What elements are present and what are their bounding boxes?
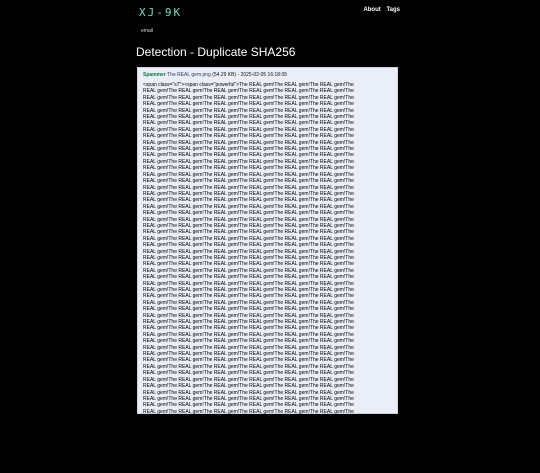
post-body-line: REAL gem!The REAL gem!The REAL gem!The REAL gem!The REAL gem!The REAL gem!The	[143, 299, 354, 306]
post-body-line: REAL gem!The REAL gem!The REAL gem!The REAL gem!The REAL gem!The REAL gem!The	[143, 312, 354, 319]
site-logo[interactable]: XJ-9K	[139, 6, 183, 19]
post-body-line: REAL gem!The REAL gem!The REAL gem!The REAL gem!The REAL gem!The REAL gem!The	[143, 152, 354, 159]
post-body-line: REAL gem!The REAL gem!The REAL gem!The REAL gem!The REAL gem!The REAL gem!The	[143, 415, 354, 422]
post-body-line: REAL gem!The REAL gem!The REAL gem!The REAL gem!The REAL gem!The REAL gem!The	[143, 383, 354, 390]
post-body-line: REAL gem!The REAL gem!The REAL gem!The REAL gem!The REAL gem!The REAL gem!The	[143, 203, 354, 210]
poster-name: Spammer	[143, 72, 166, 78]
nav-about-link[interactable]: About	[363, 7, 381, 13]
page-title: Detection - Duplicate SHA256	[136, 45, 296, 59]
post-body-line: REAL gem!The REAL gem!The REAL gem!The REAL gem!The REAL gem!The REAL gem!The	[143, 94, 354, 101]
file-size: (54.29 KB)	[212, 72, 237, 78]
post-body-line: REAL gem!The REAL gem!The REAL gem!The REAL gem!The REAL gem!The REAL gem!The	[143, 222, 354, 229]
post-body-line: REAL gem!The REAL gem!The REAL gem!The REAL gem!The REAL gem!The REAL gem!The	[143, 126, 354, 133]
post-body-line: REAL gem!The REAL gem!The REAL gem!The REAL gem!The REAL gem!The REAL gem!The	[143, 184, 354, 191]
post-body-line: REAL gem!The REAL gem!The REAL gem!The REAL gem!The REAL gem!The REAL gem!The	[143, 402, 354, 409]
post-body-line: REAL gem!The REAL gem!The REAL gem!The REAL gem!The REAL gem!The REAL gem!The	[143, 280, 354, 287]
file-link[interactable]: The REAL gem.png	[167, 72, 211, 78]
post-body-line: REAL gem!The REAL gem!The REAL gem!The REAL gem!The REAL gem!The REAL gem!The	[143, 254, 354, 261]
post-body-line: REAL gem!The REAL gem!The REAL gem!The REAL gem!The REAL gem!The REAL gem!The	[143, 459, 354, 466]
header-separator: -	[237, 72, 240, 78]
post-body-line: REAL gem!The REAL gem!The REAL gem!The REAL gem!The REAL gem!The REAL gem!The	[143, 338, 354, 345]
post-body-line: REAL gem!The REAL gem!The REAL gem!The REAL gem!The REAL gem!The REAL gem!The	[143, 357, 354, 364]
post-body-line: REAL gem!The REAL gem!The REAL gem!The REAL gem!The REAL gem!The REAL gem!The	[143, 351, 354, 358]
post-body-line: REAL gem!The REAL gem!The REAL gem!The REAL gem!The REAL gem!The REAL gem!The	[143, 114, 354, 121]
post-body-line: REAL gem!The REAL gem!The REAL gem!The REAL gem!The REAL gem!The REAL gem!The	[143, 293, 354, 300]
post-body-line: REAL gem!The REAL gem!The REAL gem!The REAL gem!The REAL gem!The REAL gem!The	[143, 229, 354, 236]
post-body-line: REAL gem!The REAL gem!The REAL gem!The REAL gem!The REAL gem!The REAL gem!The	[143, 440, 354, 447]
post-body-line: REAL gem!The REAL gem!The REAL gem!The REAL gem!The REAL gem!The REAL gem!The	[143, 235, 354, 242]
post-body-line: REAL gem!The REAL gem!The REAL gem!The REAL gem!The REAL gem!The REAL gem!The	[143, 395, 354, 402]
post-body-line: REAL gem!The REAL gem!The REAL gem!The REAL gem!The REAL gem!The REAL gem!The	[143, 453, 354, 460]
post-body-line: REAL gem!The REAL gem!The REAL gem!The REAL gem!The REAL gem!The REAL gem!The	[143, 421, 354, 428]
post-body-line: REAL gem!The REAL gem!The REAL gem!The REAL gem!The REAL gem!The REAL gem!The	[143, 389, 354, 396]
post-body-first-line: <span class="s7"><span class="powerful">The REAL gem!The REAL gem!The REAL gem!The	[143, 82, 354, 88]
post-body-line: REAL gem!The REAL gem!The REAL gem!The REAL gem!The REAL gem!The REAL gem!The	[143, 466, 354, 473]
post-body-line: REAL gem!The REAL gem!The REAL gem!The REAL gem!The REAL gem!The REAL gem!The	[143, 331, 354, 338]
post-body-line: REAL gem!The REAL gem!The REAL gem!The REAL gem!The REAL gem!The REAL gem!The	[143, 319, 354, 326]
post-body-line: REAL gem!The REAL gem!The REAL gem!The REAL gem!The REAL gem!The REAL gem!The	[143, 133, 354, 140]
post-body-line: REAL gem!The REAL gem!The REAL gem!The REAL gem!The REAL gem!The REAL gem!The	[143, 287, 354, 293]
post-body-line: REAL gem!The REAL gem!The REAL gem!The REAL gem!The REAL gem!The REAL gem!The	[143, 101, 354, 108]
post-body-line: REAL gem!The REAL gem!The REAL gem!The REAL gem!The REAL gem!The REAL gem!The	[143, 306, 354, 313]
post-body-line: REAL gem!The REAL gem!The REAL gem!The REAL gem!The REAL gem!The REAL gem!The	[143, 248, 354, 255]
post-body-line: REAL gem!The REAL gem!The REAL gem!The REAL gem!The REAL gem!The REAL gem!The	[143, 447, 354, 454]
post-body-line: REAL gem!The REAL gem!The REAL gem!The REAL gem!The REAL gem!The REAL gem!The	[143, 171, 354, 178]
post-body-line: REAL gem!The REAL gem!The REAL gem!The REAL gem!The REAL gem!The REAL gem!The	[143, 261, 354, 268]
email-link[interactable]: email	[141, 28, 153, 34]
post-body-line: REAL gem!The REAL gem!The REAL gem!The REAL gem!The REAL gem!The REAL gem!The	[143, 216, 354, 223]
post-body-line: REAL gem!The REAL gem!The REAL gem!The REAL gem!The REAL gem!The REAL gem!The	[143, 370, 354, 377]
post-body-line: REAL gem!The REAL gem!The REAL gem!The REAL gem!The REAL gem!The REAL gem!The	[143, 363, 354, 370]
post-body-line: REAL gem!The REAL gem!The REAL gem!The REAL gem!The REAL gem!The REAL gem!The	[143, 139, 354, 146]
post-body-line: REAL gem!The REAL gem!The REAL gem!The REAL gem!The REAL gem!The REAL gem!The	[143, 158, 354, 165]
post-body-line: REAL gem!The REAL gem!The REAL gem!The REAL gem!The REAL gem!The REAL gem!The	[143, 344, 354, 351]
post-card	[137, 67, 398, 473]
post-body-line: REAL gem!The REAL gem!The REAL gem!The REAL gem!The REAL gem!The REAL gem!The	[143, 434, 354, 441]
post-timestamp: 2025-02-05 16:18:05	[240, 72, 288, 78]
post-body-line: REAL gem!The REAL gem!The REAL gem!The REAL gem!The REAL gem!The REAL gem!The	[143, 408, 354, 415]
top-nav	[359, 7, 400, 13]
post-body-line: REAL gem!The REAL gem!The REAL gem!The REAL gem!The REAL gem!The REAL gem!The	[143, 325, 354, 332]
post-body-line: REAL gem!The REAL gem!The REAL gem!The REAL gem!The REAL gem!The REAL gem!The	[143, 274, 354, 281]
nav-tags-link[interactable]: Tags	[386, 7, 400, 13]
post-body-line: REAL gem!The REAL gem!The REAL gem!The REAL gem!The REAL gem!The REAL gem!The	[143, 267, 354, 274]
post-body-line: REAL gem!The REAL gem!The REAL gem!The REAL gem!The REAL gem!The REAL gem!The	[143, 120, 354, 127]
post-body-line: REAL gem!The REAL gem!The REAL gem!The REAL gem!The REAL gem!The REAL gem!The	[143, 88, 354, 95]
post-body	[143, 82, 391, 473]
post-body-line: REAL gem!The REAL gem!The REAL gem!The REAL gem!The REAL gem!The REAL gem!The	[143, 146, 354, 153]
post-body-line: REAL gem!The REAL gem!The REAL gem!The REAL gem!The REAL gem!The REAL gem!The	[143, 210, 354, 217]
post-body-line: REAL gem!The REAL gem!The REAL gem!The REAL gem!The REAL gem!The REAL gem!The	[143, 197, 354, 204]
post-body-line: REAL gem!The REAL gem!The REAL gem!The REAL gem!The REAL gem!The REAL gem!The	[143, 427, 354, 434]
post-header	[143, 72, 287, 78]
post-body-line: REAL gem!The REAL gem!The REAL gem!The REAL gem!The REAL gem!The REAL gem!The	[143, 107, 354, 114]
post-body-line: REAL gem!The REAL gem!The REAL gem!The REAL gem!The REAL gem!The REAL gem!The	[143, 165, 354, 172]
post-body-line: REAL gem!The REAL gem!The REAL gem!The REAL gem!The REAL gem!The REAL gem!The	[143, 178, 354, 185]
post-body-line: REAL gem!The REAL gem!The REAL gem!The REAL gem!The REAL gem!The REAL gem!The	[143, 242, 354, 249]
post-body-line: REAL gem!The REAL gem!The REAL gem!The REAL gem!The REAL gem!The REAL gem!The	[143, 376, 354, 383]
post-body-line: REAL gem!The REAL gem!The REAL gem!The REAL gem!The REAL gem!The REAL gem!The	[143, 190, 354, 197]
